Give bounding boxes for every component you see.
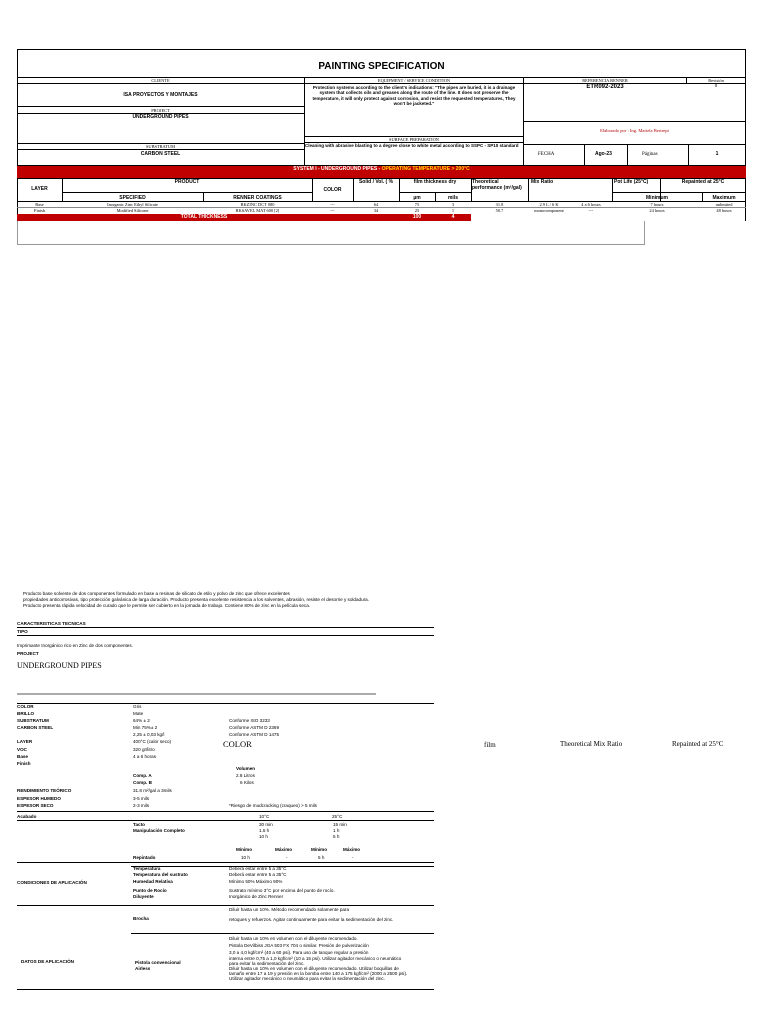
tipo-label: TIPO xyxy=(17,629,28,634)
diluyente-value: Inorgánico de Zinc Renner xyxy=(229,894,284,900)
comp-a-label: Comp. A xyxy=(133,773,152,778)
pistola-line: Pistola DeVilbiss JGA 503 FX 704 o similar. Presión de pulverización xyxy=(229,942,369,948)
condiciones-labels xyxy=(133,866,188,900)
temperatura-label: Temperatura xyxy=(133,866,161,871)
total-mils: 4 xyxy=(451,214,455,220)
temp-10-label: 10°C xyxy=(259,814,270,819)
row-color: --- xyxy=(330,202,335,207)
row-mix: 2.9 L / 6 K xyxy=(539,202,559,207)
condiciones-values xyxy=(229,866,335,900)
repintado-label: Repintado xyxy=(133,855,156,860)
total-label: TOTAL THICKNESS xyxy=(180,214,228,220)
value-color: Gris xyxy=(133,704,142,709)
rocio-label: Punto de Rocío xyxy=(133,887,167,893)
humedad-label: Humedad Relativa xyxy=(133,878,173,884)
value-solids: 64% ± 2 xyxy=(133,718,150,724)
brocha-line1: Diluir hasta un 10%. Método recomendado solamente para xyxy=(229,907,350,912)
brocha-label: Brocha xyxy=(133,916,149,921)
system-bar-temperature: OPERATING TEMPERATURE > 200°C xyxy=(381,166,470,172)
espesor-seco-label: ESPESOR SECO xyxy=(17,803,54,808)
ref-label: REFERENCIA RENNER xyxy=(582,78,628,83)
espesor-humedo-value: 3-5 mils xyxy=(133,796,150,801)
row-mils: 3 xyxy=(451,202,455,207)
acabado-label: Acabado xyxy=(17,814,37,819)
row-specified: Inorganic Zinc Ethyl Silicate xyxy=(107,202,158,207)
value-density: 2,25 ± 0,03 kg/l xyxy=(133,732,165,738)
substratum-label: SUBSTRATUM xyxy=(145,144,176,149)
datos-label: DATOS DE APLICACIÓN xyxy=(21,959,75,964)
caracteristicas-heading: CARACTERISTICAS TECNICAS xyxy=(17,621,86,626)
row-renner: RKZINC DCT 080 xyxy=(240,202,275,207)
times-25 xyxy=(333,822,347,840)
condiciones-label: CONDICIONES DE APLICACIÓN xyxy=(17,880,87,885)
intro-line: Producto presenta rápida velocidad de curado que le permite ser cubierto en la jornada de trabajo. Contiene 80% de zinc en la película seca. xyxy=(23,603,311,608)
project-label-lower: PROJECT xyxy=(17,651,39,656)
pistola-label: Pistola convencional xyxy=(135,960,181,965)
paginas-value: 1 xyxy=(715,151,719,157)
value-brillo: Mate xyxy=(133,711,144,717)
comp-b-volume: 6 Kilos xyxy=(240,780,254,785)
label-color: COLOR xyxy=(17,704,34,709)
property-labels xyxy=(17,703,53,767)
total-thickness-bar xyxy=(17,214,471,221)
manip-10b: 10 h xyxy=(259,834,268,839)
espesor-humedo-label: ESPESOR HUMEDO xyxy=(17,796,61,801)
col-solid: Solid / Vol. ( % xyxy=(358,179,394,185)
col-renner: RENNER COATINGS xyxy=(233,195,282,201)
pistola-line: tamaño entre 17 a 19 y presión en la bomba entre 140 a 175 kgf/cm² (2000 a 2500 psi). xyxy=(229,971,408,977)
row-um: 25 xyxy=(414,208,420,213)
temperatura-value: Deberá estar entre 5 a 35°C xyxy=(229,866,287,871)
row-solid: 64 xyxy=(373,202,379,207)
minimo-25: Mínimo xyxy=(311,847,328,852)
pistola-line: Diluir hasta un 10% en volumen con el diluyente recomendado. xyxy=(229,936,358,941)
label-voc: VOC xyxy=(17,746,27,752)
col-um: µm xyxy=(413,195,421,201)
maximo-25: Máximo xyxy=(343,847,361,852)
comp-b-label: Comp. B xyxy=(133,780,152,785)
col-repainted: Repainted at 25°C xyxy=(681,179,725,185)
row-pot: 4 a 6 hours xyxy=(581,202,601,207)
col-maximum: Maximum xyxy=(712,195,736,201)
intro-line: propiedades anticorrosivas, tipo protección galvánica de larga duración. Producto presenta excelente resistencia a los solventes, abrasión, resiste el desorrie y soldadura. xyxy=(23,597,370,602)
espesor-seco-value: 2-3 mils xyxy=(133,803,150,808)
row-max: 48 hours xyxy=(716,208,732,213)
brocha-line2: retoques y refuerzos. Agitar continuamente para evitar la sedimentación del zinc. xyxy=(229,917,394,922)
row-layer: Finish xyxy=(34,208,45,213)
system-bar xyxy=(17,166,746,178)
fecha-value: Ago-23 xyxy=(595,151,612,157)
row-mix: monocomponent xyxy=(534,208,564,213)
property-values xyxy=(133,703,171,760)
film-heading: film xyxy=(484,741,496,749)
pistola-line: para evitar la sedimentación del zinc. xyxy=(229,961,305,967)
cliente-label: CLIENTE xyxy=(151,78,170,83)
pistola-line: Diluir hasta un 10% en volumen con el diluyente recomendado. Utilizar boquillas de xyxy=(229,966,399,972)
color-heading: COLOR xyxy=(223,739,252,749)
temp-25-label: 25°C xyxy=(332,814,343,819)
row-renner: RKSAVEL MAT 600 [2] xyxy=(235,208,280,213)
notes-box xyxy=(17,221,645,245)
minimo-10: Mínimo xyxy=(236,847,253,852)
label-layer: LAYER xyxy=(17,739,33,745)
page-title: PAINTING SPECIFICATION xyxy=(318,61,445,72)
rendimiento-value: 31.8 m²/gal a 3mils xyxy=(133,788,172,793)
col-minimum: Minimum xyxy=(646,195,668,201)
conforme-iso: Conforme ISO 3233 xyxy=(229,718,270,723)
temp-sustrato-label: Temperatura del sustrato xyxy=(133,872,188,878)
pistola-line: Utilizar agitador mecánico o neumático para evitar la sedimentación del zinc. xyxy=(229,976,386,982)
tacto-label: Tacto xyxy=(133,822,145,827)
row-specified: Modified Silicone xyxy=(116,208,149,213)
col-specified: SPECIFIED xyxy=(119,195,146,201)
project-label: PROJECT xyxy=(151,108,170,113)
surface-label: SURFACE PREPARATION xyxy=(389,137,439,142)
temp-sustrato-value: Deberá estar entre 5 a 35°C xyxy=(229,872,287,878)
airless-label: Airless xyxy=(135,966,151,971)
row-perf: 31.8 xyxy=(495,202,504,207)
pistola-line: interna entre 0,75 a 1,0 kgf/cm² (10 a 15 psi). Utilizar agitador mecánico o neumático xyxy=(229,956,402,962)
col-color: COLOR xyxy=(323,187,342,193)
label-empty xyxy=(17,731,53,738)
maximo-10: Máximo xyxy=(275,847,293,852)
row-max: unlimited xyxy=(715,202,733,207)
manip-25b: 5 h xyxy=(333,834,340,839)
manip-10a: 1.5 h xyxy=(259,828,270,833)
label-substratum: SUBSTRATUM xyxy=(17,718,49,724)
manipulacion-label: Manipulación Completo xyxy=(133,828,185,833)
rep-10-max: - xyxy=(286,855,288,860)
ref-value: ETR092-2023 xyxy=(586,84,624,90)
times-10 xyxy=(259,822,273,840)
pistola-line: 3,0 a 4,0 kgf/cm² (40 a 60 psi). Para uso de tanque regular a presión xyxy=(229,949,369,955)
surface-text: Cleaning with abrasive blasting to a degree close to white metal according to SSPC - SP10 standard xyxy=(305,143,519,148)
value-time: 4 a 6 horas xyxy=(133,753,156,759)
col-mix: Mix Ratio xyxy=(531,179,554,185)
label-finish: Finish xyxy=(17,760,31,766)
conforme-list xyxy=(229,717,279,738)
col-layer: LAYER xyxy=(31,186,48,192)
label-base: Base xyxy=(17,753,28,759)
col-film: film thickness dry xyxy=(413,179,457,185)
row-pot: --- xyxy=(588,208,594,213)
rocio-value: Sustrato mínimo 3°C por encima del punto de rocío. xyxy=(229,887,335,893)
volumen-label: Volumen xyxy=(236,766,256,771)
substratum-value: CARBON STEEL xyxy=(140,151,181,157)
value-voc: 320 gr/litro xyxy=(133,746,155,752)
tacto-10: 30 min xyxy=(259,822,273,827)
rep-25-max: - xyxy=(352,855,354,860)
label-brillo: BRILLO xyxy=(17,711,35,717)
rev-value: 0 xyxy=(714,84,718,89)
col-potlife: Pot Life (25°C) xyxy=(614,179,649,185)
col-theoretical: Theoretical performance (m²/gal) xyxy=(472,179,522,191)
repainted-heading: Repainted at 25°C xyxy=(672,740,724,748)
riesgo-note: *Riesgo de mudcracking (craqueo) > 5 mils xyxy=(229,803,317,808)
col-product: PRODUCT xyxy=(174,179,200,185)
row-min: 7 hours xyxy=(650,202,664,207)
value-temp: 400°C (calor seco) xyxy=(133,739,172,745)
row-mils: 1 xyxy=(451,208,455,213)
equipment-label: EQUIPMENT / SERVICE CONDITION xyxy=(377,78,451,83)
label-carbon-steel: CARBON STEEL xyxy=(17,725,54,731)
diluyente-label: Diluyente xyxy=(133,894,154,900)
rep-10-min: 10 h xyxy=(241,855,250,860)
humedad-value: Mínimo 50% Máximo 90% xyxy=(229,878,283,884)
rev-label: Revisión xyxy=(708,78,724,83)
conforme-astm2: Conforme ASTM D 1475 xyxy=(229,732,280,738)
row-layer: Base xyxy=(35,202,44,207)
theoretical-heading: Theoretical Mix Ratio xyxy=(560,740,623,748)
intro-line: Producto base solvente de dos componentes formulado en base a resinas de silicato de etilo y polvo de zinc que ofrece excelentes xyxy=(23,591,290,596)
comp-a-volume: 2.8 Litros xyxy=(236,773,255,778)
conforme-astm1: Conforme ASTM D 2369 xyxy=(229,725,280,731)
row-perf: 50.7 xyxy=(495,208,504,213)
tipo-value: Imprimante Inorgánico rico en Zinc de dos componentes. xyxy=(17,643,133,648)
row-color: --- xyxy=(330,208,335,213)
paginas-label: Páginas xyxy=(642,152,658,157)
project-value-lower: UNDERGROUND PIPES xyxy=(17,661,102,670)
manip-25a: 1 h xyxy=(333,828,340,833)
project-value: UNDERGROUND PIPES xyxy=(132,114,189,120)
fecha-label: FECHA xyxy=(538,152,555,157)
value-min: Min 75%± 2 xyxy=(133,725,158,731)
pistola-instructions xyxy=(229,936,449,981)
equipment-text: Protection systems according to the client's indications: "The pipes are buried, it is a drainage system that collects oils and greases along the route of the line. It does not preserve the temperature, it will only protect against corrosion, and resist the requested temperatures, They won't be jacketed." xyxy=(312,85,516,107)
rep-25-min: 5 h xyxy=(318,855,325,860)
elaborado-por: Elaborado por : Ing. Mariela Bertrepi xyxy=(600,128,669,133)
row-min: 24 hours xyxy=(649,208,665,213)
system-bar-title: SYSTEM I - UNDERGROUND PIPES - xyxy=(293,166,382,172)
total-um: 100 xyxy=(412,214,422,220)
tacto-25: 15 min xyxy=(333,822,347,827)
row-solid: 34 xyxy=(373,208,379,213)
row-um: 75 xyxy=(414,202,420,207)
col-mils: mils xyxy=(447,195,458,201)
cliente-value: ISA PROYECTOS Y MONTAJES xyxy=(123,92,198,98)
rendimiento-label: RENDIMIENTO TEÓRICO xyxy=(17,788,72,793)
